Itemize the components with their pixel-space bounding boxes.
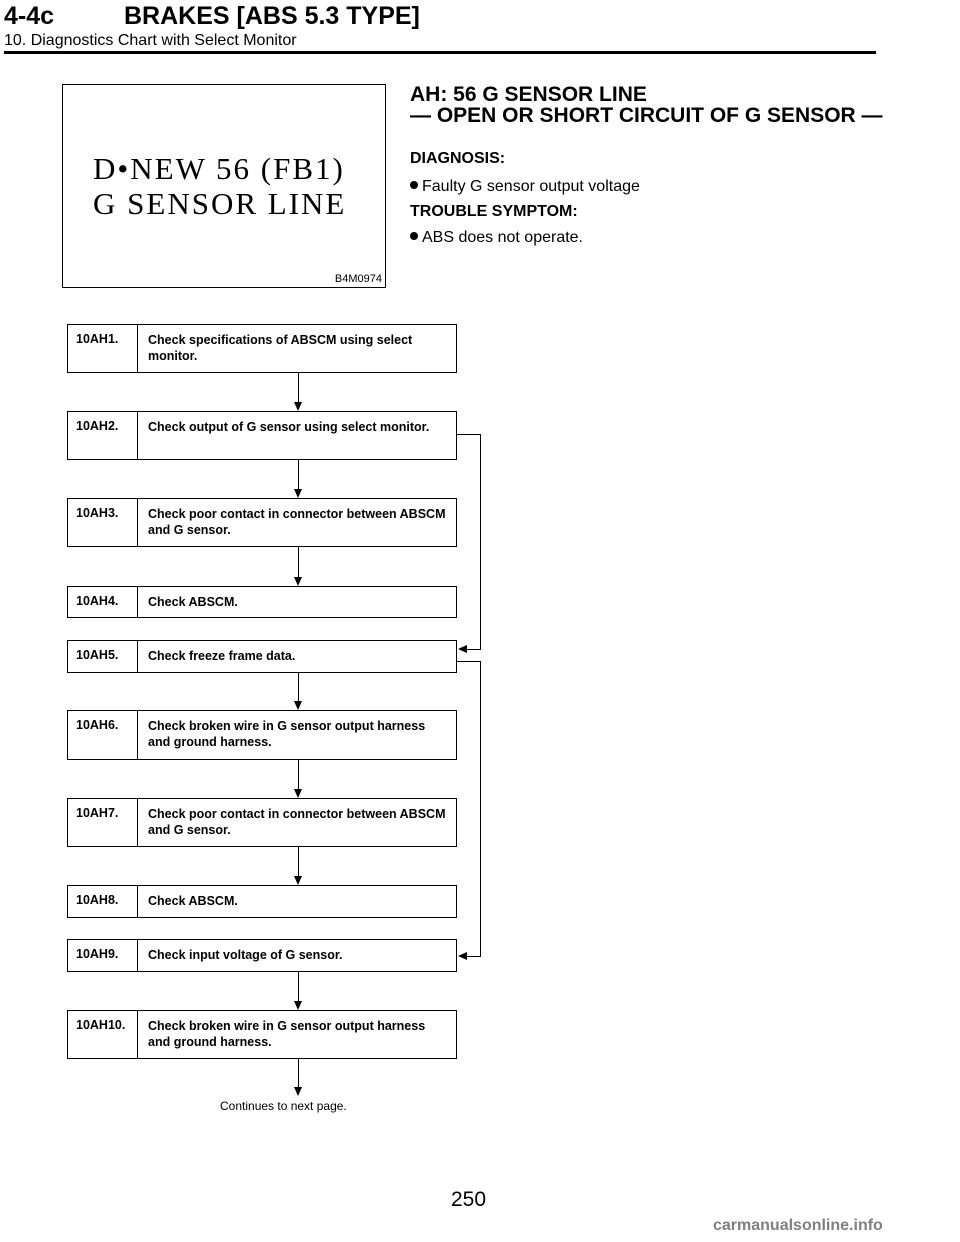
step-number: 10AH8. <box>68 886 138 917</box>
connector-line <box>298 847 299 877</box>
header-rule <box>4 51 876 54</box>
select-monitor-screen <box>62 84 386 288</box>
diagnosis-text: Faulty G sensor output voltage <box>422 178 640 195</box>
connector-line <box>298 547 299 578</box>
arrow-down-icon <box>294 402 302 411</box>
step-text: Check poor contact in connector between ABSCM and G sensor. <box>148 507 446 537</box>
section-code: 4-4c <box>4 2 55 30</box>
symptom-item <box>410 229 583 247</box>
connector-line <box>298 673 299 702</box>
step-number: 10AH2. <box>68 412 138 459</box>
step-number: 10AH9. <box>68 940 138 971</box>
flow-step-4 <box>67 586 457 618</box>
step-text: Check output of G sensor using select monitor. <box>148 420 430 434</box>
flow-step-1 <box>67 324 457 373</box>
flow-step-7 <box>67 798 457 847</box>
step-text: Check broken wire in G sensor output harness and ground harness. <box>148 719 426 749</box>
bypass-line <box>466 956 481 957</box>
chapter-title: BRAKES [ABS 5.3 TYPE] <box>124 2 420 30</box>
symptom-text: ABS does not operate. <box>422 229 583 246</box>
flow-step-5 <box>67 640 457 673</box>
arrow-down-icon <box>294 789 302 798</box>
arrow-down-icon <box>294 489 302 498</box>
arrow-down-icon <box>294 876 302 885</box>
step-number: 10AH5. <box>68 641 138 672</box>
connector-line <box>298 1059 299 1088</box>
step-number: 10AH6. <box>68 711 138 759</box>
step-number: 10AH1. <box>68 325 138 372</box>
arrow-down-icon <box>294 1087 302 1096</box>
flow-step-10 <box>67 1010 457 1059</box>
bypass-line <box>480 661 481 957</box>
connector-line <box>298 373 299 403</box>
step-text: Check broken wire in G sensor output harness and ground harness. <box>148 1019 426 1049</box>
watermark: carmanualsonline.info <box>713 1217 883 1234</box>
step-text: Check ABSCM. <box>148 595 238 609</box>
bypass-line <box>466 649 481 650</box>
step-number: 10AH10. <box>68 1011 138 1058</box>
bypass-line <box>457 434 481 435</box>
flow-step-8 <box>67 885 457 918</box>
arrow-left-icon <box>458 952 467 960</box>
symptom-label: TROUBLE SYMPTOM: <box>410 203 578 220</box>
bullet-icon <box>410 232 418 240</box>
page-number: 250 <box>451 1188 487 1211</box>
diagnosis-label: DIAGNOSIS: <box>410 150 506 167</box>
section-subtitle: — OPEN OR SHORT CIRCUIT OF G SENSOR — <box>410 104 883 127</box>
arrow-down-icon <box>294 701 302 710</box>
connector-line <box>298 460 299 490</box>
diagnosis-item <box>410 178 640 196</box>
step-number: 10AH3. <box>68 499 138 546</box>
step-text: Check freeze frame data. <box>148 649 296 663</box>
arrow-down-icon <box>294 577 302 586</box>
continues-note: Continues to next page. <box>220 1099 347 1113</box>
step-number: 10AH7. <box>68 799 138 846</box>
flow-step-3 <box>67 498 457 547</box>
figure-code: B4M0974 <box>334 273 382 285</box>
connector-line <box>298 760 299 790</box>
connector-line <box>298 972 299 1002</box>
section-title: AH: 56 G SENSOR LINE <box>410 83 647 106</box>
arrow-left-icon <box>458 645 467 653</box>
screen-line-2: G SENSOR LINE <box>93 186 347 221</box>
screen-line-1: D•NEW 56 (FB1) <box>93 151 345 186</box>
step-text: Check ABSCM. <box>148 894 238 908</box>
flow-step-9 <box>67 939 457 972</box>
bypass-line <box>480 434 481 650</box>
step-number: 10AH4. <box>68 587 138 617</box>
arrow-down-icon <box>294 1001 302 1010</box>
flow-step-6 <box>67 710 457 760</box>
bullet-icon <box>410 181 418 189</box>
step-text: Check specifications of ABSCM using select monitor. <box>148 333 413 363</box>
step-text: Check poor contact in connector between ABSCM and G sensor. <box>148 807 446 837</box>
flow-step-2 <box>67 411 457 460</box>
bypass-line <box>457 661 481 662</box>
step-text: Check input voltage of G sensor. <box>148 948 343 962</box>
chapter-subtitle: 10. Diagnostics Chart with Select Monitor <box>4 32 297 49</box>
